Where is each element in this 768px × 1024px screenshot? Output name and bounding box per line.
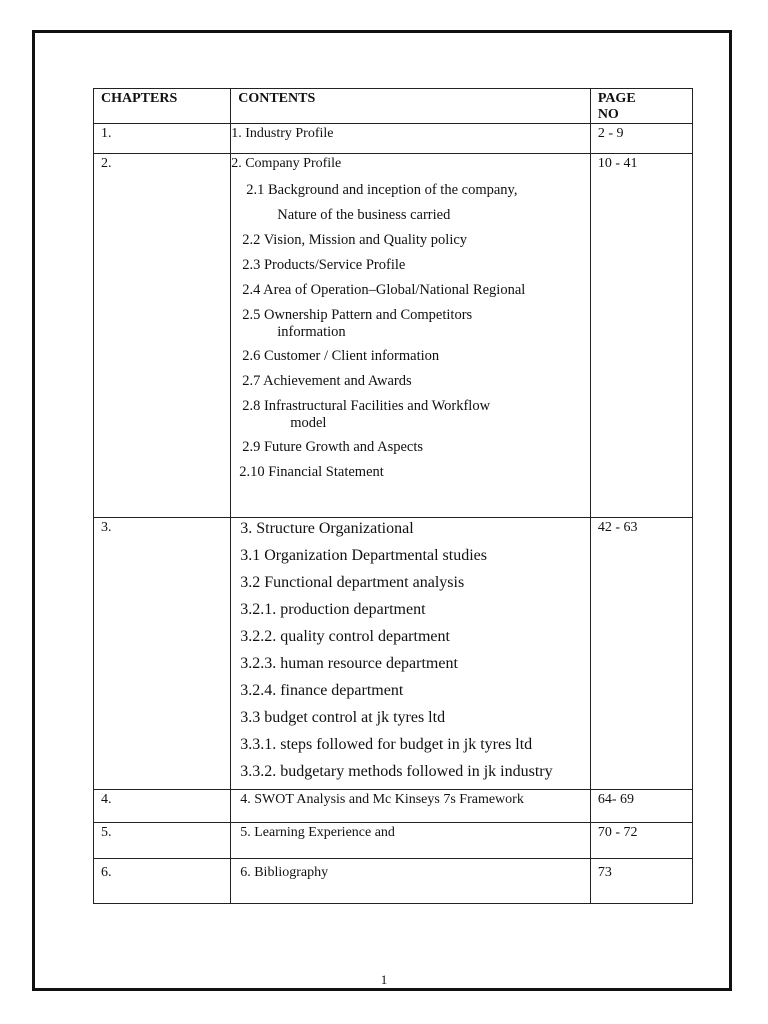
page-range: 2 - 9 [590, 124, 692, 154]
chapter-title: 4. SWOT Analysis and Mc Kinseys 7s Framework [231, 790, 591, 823]
sub-section-item: Nature of the business carried [277, 207, 451, 223]
sub-section-item: 2.1 Background and inception of the company, [246, 182, 518, 198]
header-page-no [590, 89, 692, 124]
section-item: 3.2.3. human resource department [240, 655, 458, 672]
sub-section-item: 2.4 Area of Operation–Global/National Regional [242, 282, 526, 298]
section-item: 3. Structure Organizational [240, 520, 414, 537]
sub-section-item: 2.5 Ownership Pattern and Competitors [242, 307, 473, 323]
section-item: 3.3 budget control at jk tyres ltd [240, 709, 446, 726]
section-item: 3.2 Functional department analysis [240, 574, 465, 591]
section-item: 3.2.2. quality control department [240, 628, 450, 645]
chapter-title: 5. Learning Experience and [231, 823, 591, 859]
page-number: 1 [380, 972, 388, 987]
sub-section-item: 2.2 Vision, Mission and Quality policy [242, 232, 468, 248]
sub-section-item: 2.8 Infrastructural Facilities and Workflow [242, 398, 491, 414]
table-row [94, 823, 693, 859]
table-row [94, 790, 693, 823]
chapter-number: 4. [94, 790, 231, 823]
header-row [94, 89, 693, 124]
table-row [94, 518, 693, 790]
chapter-contents [231, 518, 591, 790]
chapter-number: 5. [94, 823, 231, 859]
page-range: 42 - 63 [590, 518, 692, 790]
chapter-number: 3. [94, 518, 231, 790]
section-item: 3.3.2. budgetary methods followed in jk industry [240, 763, 553, 780]
chapter-number: 2. [94, 154, 231, 518]
page-range: 64- 69 [590, 790, 692, 823]
chapter-title: 2. Company Profile [231, 156, 342, 171]
header-page-line2: NO [597, 107, 619, 122]
page-range: 70 - 72 [590, 823, 692, 859]
sub-section-item: 2.9 Future Growth and Aspects [242, 439, 424, 455]
sub-section-item: 2.6 Customer / Client information [242, 348, 440, 364]
section-item: 3.3.1. steps followed for budget in jk tyres ltd [240, 736, 533, 753]
sub-section-item: 2.10 Financial Statement [239, 464, 384, 480]
table-row [94, 124, 693, 154]
header-page-line1: PAGE [597, 91, 636, 106]
table-row [94, 154, 693, 518]
table-row [94, 859, 693, 904]
chapter-title: 1. Industry Profile [231, 124, 591, 154]
sub-section-list [231, 182, 590, 481]
header-contents: CONTENTS [231, 89, 591, 124]
chapter-contents [231, 154, 591, 518]
table-of-contents [93, 88, 693, 904]
section-list [240, 520, 590, 781]
header-chapters: CHAPTERS [94, 89, 231, 124]
chapter-title: 6. Bibliography [231, 859, 591, 904]
sub-section-item: 2.3 Products/Service Profile [242, 257, 406, 273]
sub-section-item: 2.7 Achievement and Awards [242, 373, 412, 389]
sub-section-item: model [290, 415, 327, 431]
section-item: 3.2.1. production department [240, 601, 426, 618]
section-item: 3.2.4. finance department [240, 682, 404, 699]
sub-section-item: information [277, 324, 346, 340]
chapter-number: 6. [94, 859, 231, 904]
section-item: 3.1 Organization Departmental studies [240, 547, 487, 564]
page-range: 10 - 41 [590, 154, 692, 518]
page-range: 73 [590, 859, 692, 904]
chapter-number: 1. [94, 124, 231, 154]
